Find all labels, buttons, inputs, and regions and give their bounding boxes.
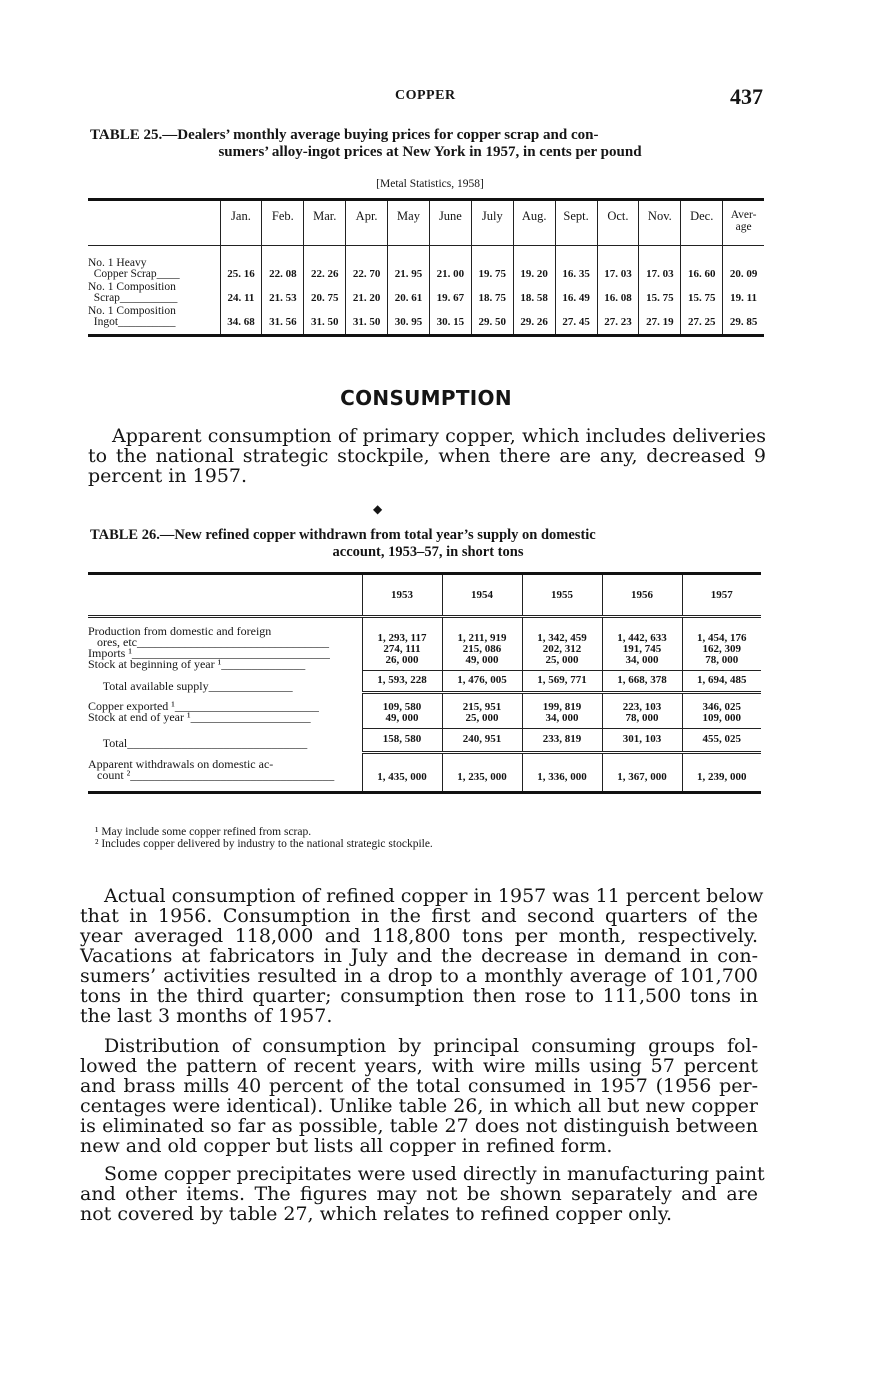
table26-row-total-supply: [88, 670, 761, 692]
value-stock-begin: 26, 000: [385, 653, 419, 666]
row-label-stock-begin: Stock at beginning of year ¹______________: [88, 657, 306, 671]
table26-cell: 1, 367, 000: [602, 752, 682, 792]
table25-cell: 18. 75: [471, 282, 513, 306]
table26-cell: 1, 593, 228: [362, 670, 442, 692]
diamond-ornament: ◆: [373, 502, 383, 516]
table25-cell: 27. 45: [555, 306, 597, 336]
table26-cell: 1, 694, 485: [682, 670, 761, 692]
table26-cell: 455, 025: [682, 728, 761, 752]
paragraph-line: not covered by table 27, which relates to refined copper only.: [80, 1203, 673, 1225]
footnote-1: ¹ May include some copper refined from scrap.: [95, 826, 312, 838]
table26-cell: [522, 692, 602, 728]
table25-cell: 29. 50: [471, 306, 513, 336]
paragraph-line: Distribution of consumption by principal consuming groups fol-: [104, 1035, 758, 1057]
table25-cell: 31. 50: [304, 306, 346, 336]
running-title: COPPER: [395, 88, 456, 103]
value-production: 1, 342, 459: [537, 631, 587, 644]
table25-cell: 20. 61: [388, 282, 430, 306]
table25-cell: 22. 70: [346, 246, 388, 283]
table26-cell: 158, 580: [362, 728, 442, 752]
value-production: 1, 454, 176: [697, 631, 747, 644]
table25-row-label: No. 1 Composition Scrap__________: [88, 281, 178, 304]
table25-col-header: Aver- age: [723, 200, 764, 246]
row-label-exported: Copper exported ¹________________________: [88, 699, 319, 713]
table26-cell: [362, 692, 442, 728]
value-exported: 346, 025: [702, 700, 741, 713]
table25-cell: 29. 85: [723, 306, 764, 336]
table25-cell: 30. 95: [388, 306, 430, 336]
paragraph-line: tons in the third quarter; consumption then rose to 111,500 tons in: [80, 985, 758, 1007]
table26-cell: [522, 617, 602, 671]
table25-source: [Metal Statistics, 1958]: [376, 178, 484, 190]
table26-row-label: Apparent withdrawals on domestic ac- count ²__________________________________: [88, 757, 335, 783]
table25-cell: 19. 11: [723, 282, 764, 306]
value-imports: 215, 086: [462, 642, 502, 655]
table26-cell: 1, 235, 000: [442, 752, 522, 792]
value-production: 1, 293, 117: [377, 631, 427, 644]
paragraph-apparent-consumption: [88, 426, 766, 486]
table26-cell: 1, 569, 771: [522, 670, 602, 692]
table26-caption-line: TABLE 26.—New refined copper withdrawn from total year’s supply on domestic: [90, 527, 596, 543]
table25-cell: 21. 20: [346, 282, 388, 306]
table25-col-header: Aug.: [513, 200, 555, 246]
paragraph-line: is eliminated so far as possible, table 27 does not distinguish between: [80, 1115, 758, 1137]
table26-row: [88, 617, 761, 671]
value-production: 1, 211, 919: [457, 631, 507, 644]
table26-caption-line: account, 1953–57, in short tons: [332, 544, 524, 560]
table26-cell: [602, 692, 682, 728]
table25-cell: 17. 03: [639, 246, 681, 283]
table26-cell: 301, 103: [602, 728, 682, 752]
table26-row-label: Total available supply______________: [88, 678, 293, 693]
table25-cell: 29. 26: [513, 306, 555, 336]
table26-col-header: 1956: [602, 574, 682, 617]
table25-cell: 31. 56: [262, 306, 304, 336]
table25-col-header: June: [429, 200, 471, 246]
value-exported: 223, 103: [622, 700, 662, 713]
table25-row-label: No. 1 Composition Ingot__________: [88, 305, 176, 328]
paragraph-actual-consumption: [80, 885, 764, 1027]
paragraph-line: Actual consumption of refined copper in 1957 was 11 percent below: [104, 885, 764, 907]
table25-caption: [90, 127, 770, 161]
row-label-imports: Imports ¹_________________________________: [88, 646, 330, 660]
value-imports: 274, 111: [383, 642, 421, 655]
table25-cell: 16. 35: [555, 246, 597, 283]
paragraph-line: that in 1956. Consumption in the first and second quarters of the: [80, 905, 758, 927]
footnote-2: ² Includes copper delivered by industry to the national strategic stockpile.: [95, 838, 433, 850]
value-stock-begin: 78, 000: [705, 653, 739, 666]
table25-col-header: Jan.: [220, 200, 262, 246]
table26-cell: [442, 617, 522, 671]
table25-cell: 19. 20: [513, 246, 555, 283]
value-stock-begin: 34, 000: [625, 653, 659, 666]
table25-cell: 16. 49: [555, 282, 597, 306]
table25-col-header: Sept.: [555, 200, 597, 246]
table25-cell: 24. 11: [220, 282, 262, 306]
table26-cell: 1, 476, 005: [442, 670, 522, 692]
table25-col-header: Mar.: [304, 200, 346, 246]
value-imports: 162, 309: [702, 642, 741, 655]
table25-cell: 25. 16: [220, 246, 262, 283]
table26-cell: 1, 239, 000: [682, 752, 761, 792]
paragraph-line: Some copper precipitates were used directly in manufacturing paint: [104, 1163, 765, 1185]
paragraph-line: Vacations at fabricators in July and the decrease in demand in con-: [80, 945, 758, 967]
section-heading: CONSUMPTION: [340, 386, 512, 410]
paragraph-line: the last 3 months of 1957.: [80, 1005, 333, 1027]
table26-row-label: [88, 617, 362, 671]
value-stock-begin: 49, 000: [465, 653, 499, 666]
paragraph-precipitates: [80, 1163, 765, 1225]
table25-cell: 15. 75: [639, 282, 681, 306]
paragraph-line: and other items. The figures may not be shown separately and are: [80, 1183, 758, 1205]
table25-col-header: July: [471, 200, 513, 246]
table26-row-label: Total______________________________: [88, 735, 308, 750]
table25-cell: 16. 08: [597, 282, 639, 306]
table25-row: [88, 246, 764, 283]
table26-cell: 1, 336, 000: [522, 752, 602, 792]
table25: [88, 198, 764, 337]
value-stock-end: 25, 000: [465, 711, 499, 724]
value-production: 1, 442, 633: [617, 631, 667, 644]
table26-cell: 240, 951: [442, 728, 522, 752]
table25-col-header: May: [388, 200, 430, 246]
table25-cell: 21. 53: [262, 282, 304, 306]
table25-row: [88, 282, 764, 306]
table26-cell: [682, 617, 761, 671]
value-stock-end: 34, 000: [545, 711, 579, 724]
paragraph-line: Apparent consumption of primary copper, which includes deliveries: [112, 425, 766, 447]
table25-row-label: No. 1 Heavy Copper Scrap____: [88, 257, 180, 280]
table26-cell: [362, 617, 442, 671]
table25-cell: 30. 15: [429, 306, 471, 336]
table26-cell: 233, 819: [522, 728, 602, 752]
paragraph-distribution: [80, 1036, 758, 1156]
value-imports: 191, 745: [622, 642, 662, 655]
table25-cell: 31. 50: [346, 306, 388, 336]
table26-cell: 1, 435, 000: [362, 752, 442, 792]
table26-col-header: 1954: [442, 574, 522, 617]
paragraph-line: to the national strategic stockpile, when there are any, decreased 9: [88, 445, 766, 467]
table25-cell: 22. 08: [262, 246, 304, 283]
table26-cell: [602, 617, 682, 671]
table25-stub-header: [88, 200, 220, 246]
table26-footnotes: [95, 826, 433, 850]
value-imports: 202, 312: [542, 642, 582, 655]
table25-cell: 16. 60: [681, 246, 723, 283]
paragraph-line: sumers’ activities resulted in a drop to a monthly average of 101,700: [80, 965, 758, 987]
table25-cell: 20. 09: [723, 246, 764, 283]
table26-row-apparent: [88, 752, 761, 792]
table25-col-header: Oct.: [597, 200, 639, 246]
table25-cell: 27. 19: [639, 306, 681, 336]
table25-cell: 21. 95: [388, 246, 430, 283]
table25-col-header: Nov.: [639, 200, 681, 246]
value-stock-end: 49, 000: [385, 711, 419, 724]
table25-col-header: Dec.: [681, 200, 723, 246]
row-label-production: Production from domestic and foreign ores, etc________________________________: [88, 624, 329, 649]
table25-cell: 19. 67: [429, 282, 471, 306]
value-exported: 109, 580: [382, 700, 422, 713]
table26-col-header: 1957: [682, 574, 761, 617]
table25-cell: 17. 03: [597, 246, 639, 283]
table25-cell: 15. 75: [681, 282, 723, 306]
table25-cell: 27. 25: [681, 306, 723, 336]
table25-caption-line: TABLE 25.—Dealers’ monthly average buying prices for copper scrap and con-: [90, 127, 599, 143]
table26-row: [88, 692, 761, 728]
table25-col-header: Apr.: [346, 200, 388, 246]
value-stock-begin: 25, 000: [545, 653, 579, 666]
table26-cell: 1, 668, 378: [602, 670, 682, 692]
table26-col-header: 1955: [522, 574, 602, 617]
table25-cell: 19. 75: [471, 246, 513, 283]
table25-col-header: Feb.: [262, 200, 304, 246]
table26-caption: [90, 527, 766, 561]
table26-header-row: [88, 574, 761, 617]
table25-cell: 18. 58: [513, 282, 555, 306]
paragraph-line: year averaged 118,000 and 118,800 tons per month, respectively.: [80, 925, 758, 947]
table26-cell: [442, 692, 522, 728]
table26-row-label: [88, 692, 362, 728]
row-label-stock-end: Stock at end of year ¹____________________: [88, 710, 311, 724]
table26: [88, 572, 761, 794]
table25-cell: 22. 26: [304, 246, 346, 283]
value-exported: 215, 951: [462, 700, 502, 713]
table25-cell: 27. 23: [597, 306, 639, 336]
paragraph-line: centages were identical). Unlike table 26, in which all but new copper: [80, 1095, 758, 1117]
table26-stub-header: [88, 574, 362, 617]
paragraph-line: and brass mills 40 percent of the total consumed in 1957 (1956 per-: [80, 1075, 758, 1097]
paragraph-line: new and old copper but lists all copper in refined form.: [80, 1135, 613, 1157]
table25-caption-line: sumers’ alloy-ingot prices at New York in 1957, in cents per pound: [218, 144, 642, 160]
value-stock-end: 78, 000: [625, 711, 659, 724]
paragraph-line: percent in 1957.: [88, 465, 248, 487]
table26-cell: [682, 692, 761, 728]
page-number: 437: [730, 84, 763, 109]
table25-header-row: [88, 200, 764, 246]
table25-cell: 34. 68: [220, 306, 262, 336]
value-stock-end: 109, 000: [702, 711, 741, 724]
table26-row-total: [88, 728, 761, 752]
table25-cell: 20. 75: [304, 282, 346, 306]
value-exported: 199, 819: [542, 700, 582, 713]
table25-cell: 21. 00: [429, 246, 471, 283]
table25-row: [88, 306, 764, 336]
paragraph-line: lowed the pattern of recent years, with wire mills using 57 percent: [80, 1055, 758, 1077]
table26-col-header: 1953: [362, 574, 442, 617]
